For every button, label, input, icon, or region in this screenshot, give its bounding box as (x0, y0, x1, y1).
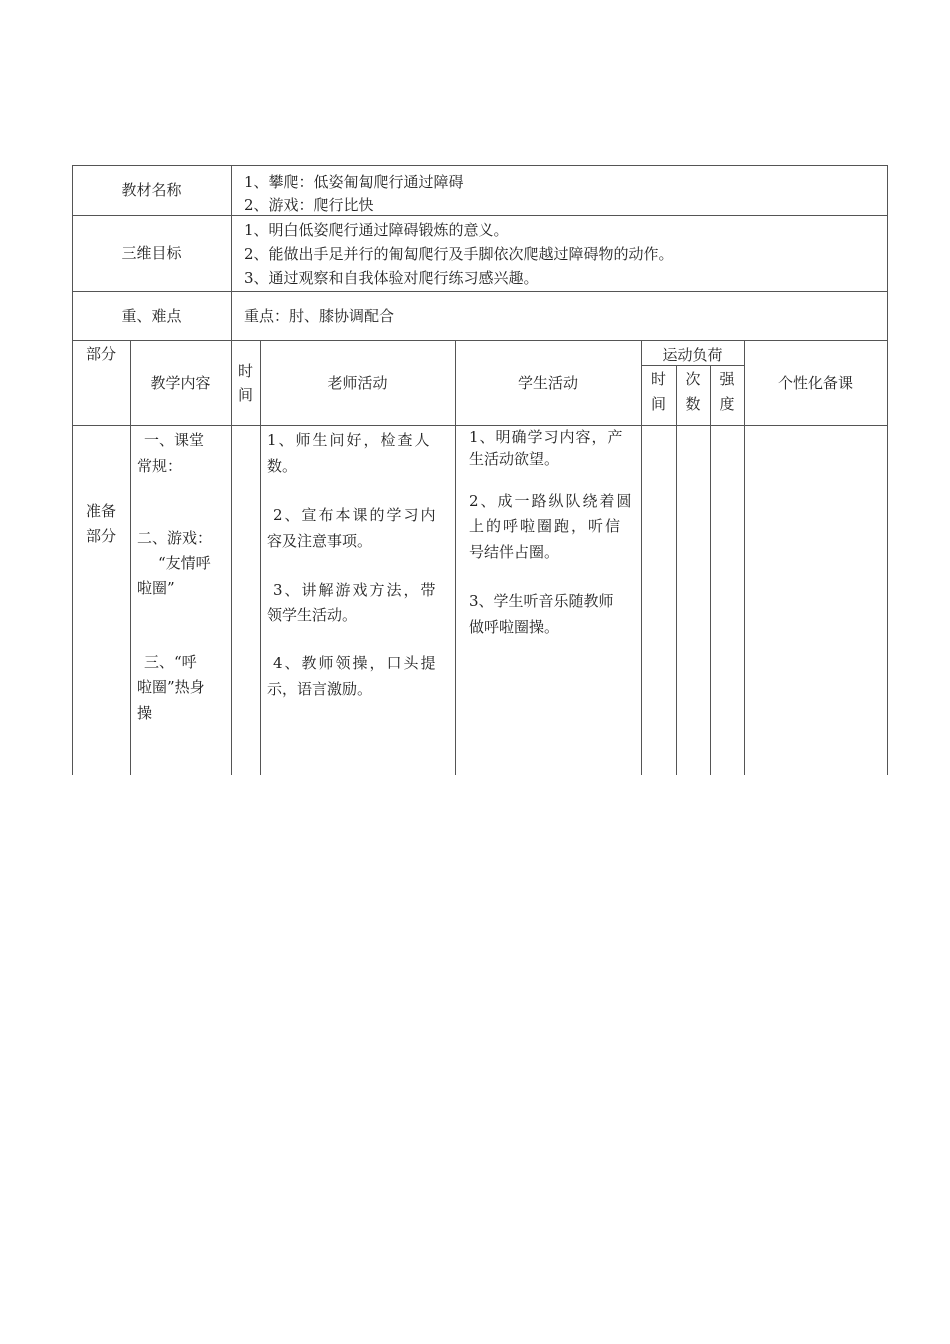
student-line-7: 做呼啦圈操。 (469, 618, 560, 636)
col-divider-time (260, 340, 261, 775)
col-divider-part (130, 340, 131, 775)
header-time-1: 时 (237, 362, 253, 380)
goals-line-1: 1、明白低姿爬行通过障碍锻炼的意义。 (244, 221, 509, 239)
teacher-line-6: 领学生活动。 (267, 606, 358, 624)
header-content: 教学内容 (150, 374, 211, 392)
header-load-time-2: 间 (650, 395, 666, 413)
content-line-7: 啦圈”热身 (137, 678, 205, 696)
goals-line-2: 2、能做出手足并行的匍匐爬行及手脚依次爬越过障碍物的动作。 (244, 245, 674, 263)
header-load-count-2: 数 (685, 395, 701, 413)
info-label-divider (231, 165, 232, 340)
student-line-5: 号结伴占圈。 (469, 543, 560, 561)
col-divider-load-time (676, 365, 677, 775)
goals-label: 三维目标 (121, 244, 182, 262)
header-part: 部分 (86, 345, 117, 363)
content-line-6: 三、“呼 (144, 653, 197, 671)
row-divider-3 (72, 340, 888, 341)
header-student: 学生活动 (517, 374, 578, 392)
content-line-3: 二、游戏： (137, 529, 213, 547)
student-line-1: 1、明确学习内容，产 (469, 428, 624, 446)
col-divider-teacher (455, 340, 456, 775)
header-load-count-1: 次 (685, 370, 701, 388)
material-label: 教材名称 (121, 181, 182, 199)
header-load-intensity-2: 度 (719, 395, 735, 413)
material-line-1: 1、攀爬：低姿匍匐爬行通过障碍 (244, 173, 464, 191)
header-load: 运动负荷 (662, 346, 723, 364)
header-time-2: 间 (237, 386, 253, 404)
content-line-1: 一、课堂 (144, 431, 205, 449)
teacher-line-2: 数。 (267, 457, 298, 475)
header-personal: 个性化备课 (777, 374, 853, 392)
header-load-intensity-1: 强 (719, 370, 735, 388)
content-line-5: 啦圈” (137, 579, 175, 597)
table-right-border (887, 165, 888, 775)
goals-line-3: 3、通过观察和自我体验对爬行练习感兴趣。 (244, 269, 539, 287)
student-line-3: 2、成一路纵队绕着圆 (469, 492, 634, 510)
teacher-line-3: 2、宣布本课的学习内 (273, 506, 438, 524)
teacher-line-1: 1、师生问好，检查人 (267, 431, 432, 449)
key-points-line: 重点：肘、膝协调配合 (244, 307, 395, 325)
teacher-line-7: 4、教师领操，口头提 (273, 654, 438, 672)
row-divider-1 (72, 215, 888, 216)
body-part-line-1: 准备 (86, 502, 117, 520)
teacher-line-4: 容及注意事项。 (267, 532, 373, 550)
table-top-border (72, 165, 888, 166)
student-line-2: 生活动欲望。 (469, 450, 560, 468)
student-line-4: 上的呼啦圈跑，听信 (469, 517, 623, 535)
teacher-line-5: 3、讲解游戏方法，带 (273, 581, 438, 599)
content-line-2: 常规： (137, 457, 183, 475)
material-line-2: 2、游戏：爬行比快 (244, 196, 374, 214)
header-teacher: 老师活动 (327, 374, 388, 392)
row-divider-2 (72, 291, 888, 292)
content-line-8: 操 (137, 704, 153, 722)
col-divider-load-count (710, 365, 711, 775)
body-part-line-2: 部分 (86, 527, 117, 545)
content-line-4: “友情呼 (158, 554, 211, 572)
header-load-time-1: 时 (650, 370, 666, 388)
teacher-line-8: 示，语言激励。 (267, 680, 373, 698)
col-divider-load (744, 340, 745, 775)
student-line-6: 3、学生听音乐随教师 (469, 592, 614, 610)
key-points-label: 重、难点 (121, 307, 182, 325)
